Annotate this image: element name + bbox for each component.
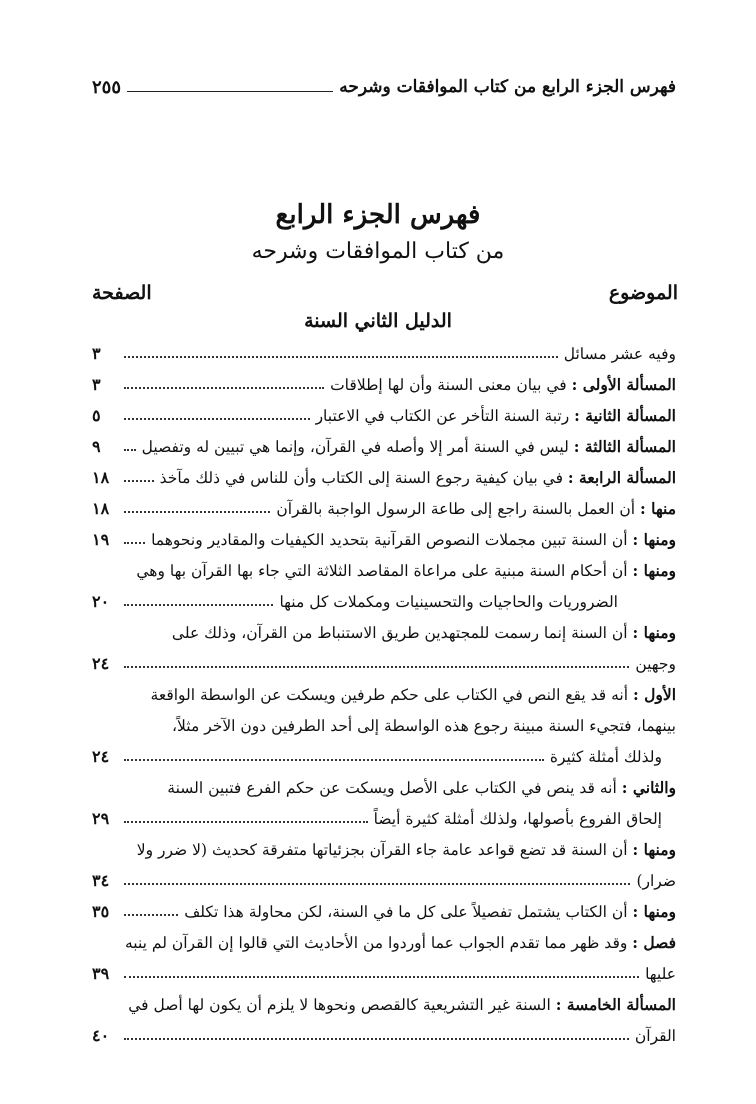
index-line (92, 865, 676, 896)
entry-label: منها : (640, 499, 676, 518)
entry-label: الأول : (632, 685, 676, 704)
title-block (0, 196, 756, 270)
entry-text: الضروريات والحاجيات والتحسينيات ومكملات كل منها (279, 592, 618, 611)
entry-body: في بيان معنى السنة وأن لها إطلاقات (330, 376, 567, 394)
index-line (92, 989, 676, 1020)
entry-label: ومنها : (632, 840, 676, 859)
entry-body: أن السنة تبين مجملات النصوص القرآنية بتحديد الكيفيات والمقادير ونحوهما (151, 531, 628, 549)
entry-page: ٢٠ (92, 592, 110, 611)
index-entries (92, 338, 676, 1051)
index-line (92, 834, 676, 865)
leader-dots (124, 976, 639, 978)
index-line (92, 648, 676, 679)
entry-page: ٢٤ (92, 747, 110, 766)
entry-page: ١٨ (92, 499, 110, 518)
index-line (92, 803, 676, 834)
entry-text: ولذلك أمثلة كثيرة (549, 747, 662, 766)
entry-body: ليس في السنة أمر إلا وأصله في القرآن، وإنما هي تبيين له وتفصيل (141, 438, 569, 456)
entry-page: ١٩ (92, 530, 110, 549)
entry-text (92, 840, 676, 859)
index-line (92, 369, 676, 400)
entry-label: فصل : (632, 933, 676, 952)
leader-dots (124, 821, 368, 823)
leader-dots (124, 449, 136, 451)
entry-label: ومنها : (632, 623, 676, 642)
entry-text (92, 561, 676, 580)
entry-text (92, 685, 676, 704)
leader-dots (124, 511, 270, 513)
index-line (92, 338, 676, 369)
entry-page: ٩ (92, 437, 101, 456)
leader-dots (124, 1038, 629, 1040)
leader-dots (124, 418, 310, 420)
entry-body: السنة غير التشريعية كالقصص ونحوها لا يلزم أن يكون لها أصل في (128, 996, 551, 1014)
index-line (92, 710, 676, 741)
leader-dots (124, 883, 630, 885)
entry-page: ٣ (92, 375, 101, 394)
entry-text: وفيه عشر مسائل (563, 344, 676, 363)
entry-label: المسألة الثالثة : (573, 437, 676, 456)
entry-body: أنه قد ينص في الكتاب على الأصل ويسكت عن حكم الفرع فتبين السنة (167, 779, 617, 797)
entry-text: بينهما، فتجيء السنة مبينة رجوع هذه الواسطة إلى أحد الطرفين دون الآخر مثلاً، (172, 716, 676, 735)
leader-dots (124, 759, 544, 761)
index-line (92, 679, 676, 710)
header-rule (127, 91, 333, 92)
index-line (92, 555, 676, 586)
entry-body: أن أحكام السنة مبنية على مراعاة المقاصد الثلاثة التي جاء بها القرآن بها وهي (136, 562, 628, 580)
entry-text (184, 902, 676, 921)
entry-text (92, 778, 676, 797)
entry-page: ٣٤ (92, 871, 110, 890)
running-header-title: فهرس الجزء الرابع من كتاب الموافقات وشرحه (339, 77, 676, 97)
entry-page: ٣٥ (92, 902, 110, 921)
leader-dots (124, 666, 629, 668)
entry-page: ٣٩ (92, 964, 110, 983)
entry-text: القرآن (634, 1026, 676, 1045)
page-title: فهرس الجزء الرابع (275, 200, 481, 230)
entry-page: ٤٠ (92, 1026, 110, 1045)
index-line (92, 896, 676, 927)
entry-body: وقد ظهر مما تقدم الجواب عما أوردوا من الأحاديث التي قالوا إن القرآن لم ينبه (124, 934, 628, 952)
index-line (92, 400, 676, 431)
entry-text: إلحاق الفروع بأصولها، ولذلك أمثلة كثيرة أيضاً (373, 809, 662, 828)
column-topic: الموضوع (608, 282, 678, 304)
leader-dots (124, 914, 178, 916)
entry-text: عليها (645, 964, 676, 983)
entry-text (92, 995, 676, 1014)
entry-page: ١٨ (92, 468, 110, 487)
entry-label: المسألة الرابعة : (567, 468, 676, 487)
entry-label: المسألة الخامسة : (555, 995, 676, 1014)
entry-body: رتبة السنة التأخر عن الكتاب في الاعتبار (315, 407, 570, 425)
entry-label: والثاني : (621, 778, 676, 797)
index-line (92, 927, 676, 958)
index-line (92, 958, 676, 989)
index-line (92, 462, 676, 493)
entry-body: أن الكتاب يشتمل تفصيلاً على كل ما في السنة، لكن محاولة هذا تكلف (184, 903, 628, 921)
entry-text (160, 468, 676, 487)
entry-text: وجهين (635, 654, 676, 673)
section-heading: الدليل الثاني السنة (304, 310, 452, 332)
entry-label: المسألة الثانية : (574, 406, 676, 425)
column-headers (92, 282, 678, 312)
entry-body: أن العمل بالسنة راجع إلى طاعة الرسول الواجبة بالقرآن (276, 500, 636, 518)
entry-body: أن السنة قد تضع قواعد عامة جاء القرآن بجزئياتها متفرقة كحديث (لا ضرر ولا (136, 841, 628, 859)
entry-text (316, 406, 676, 425)
entry-body: أنه قد يقع النص في الكتاب على حكم طرفين ويسكت عن الواسطة الواقعة (150, 686, 629, 704)
leader-dots (124, 542, 145, 544)
index-line (92, 524, 676, 555)
entry-text (92, 623, 676, 642)
entry-label: ومنها : (632, 902, 676, 921)
index-line (92, 772, 676, 803)
column-page: الصفحة (92, 282, 152, 304)
entry-page: ٢٤ (92, 654, 110, 673)
entry-text: ضرار) (636, 871, 676, 890)
running-header (92, 72, 676, 102)
entry-page: ٢٩ (92, 809, 110, 828)
entry-label: ومنها : (632, 530, 676, 549)
entry-page: ٥ (92, 406, 101, 425)
entry-text (330, 375, 676, 394)
entry-body: أن السنة إنما رسمت للمجتهدين طريق الاستنباط من القرآن، وذلك على (171, 624, 628, 642)
entry-label: المسألة الأولى : (571, 375, 676, 394)
entry-label: ومنها : (632, 561, 676, 580)
leader-dots (124, 480, 154, 482)
entry-text (92, 933, 676, 952)
leader-dots (124, 356, 558, 358)
leader-dots (124, 604, 273, 606)
page-subtitle: من كتاب الموافقات وشرحه (251, 239, 505, 264)
entry-body: في بيان كيفية رجوع السنة إلى الكتاب وأن للناس في ذلك مآخذ (159, 469, 563, 487)
entry-page: ٣ (92, 344, 101, 363)
leader-dots (124, 387, 324, 389)
page-number: ٢٥٥ (92, 76, 122, 98)
index-line (92, 586, 676, 617)
entry-text (276, 499, 676, 518)
index-line (92, 1020, 676, 1051)
index-line (92, 741, 676, 772)
index-line (92, 617, 676, 648)
index-line (92, 431, 676, 462)
entry-text (142, 437, 676, 456)
index-line (92, 493, 676, 524)
entry-text (151, 530, 676, 549)
